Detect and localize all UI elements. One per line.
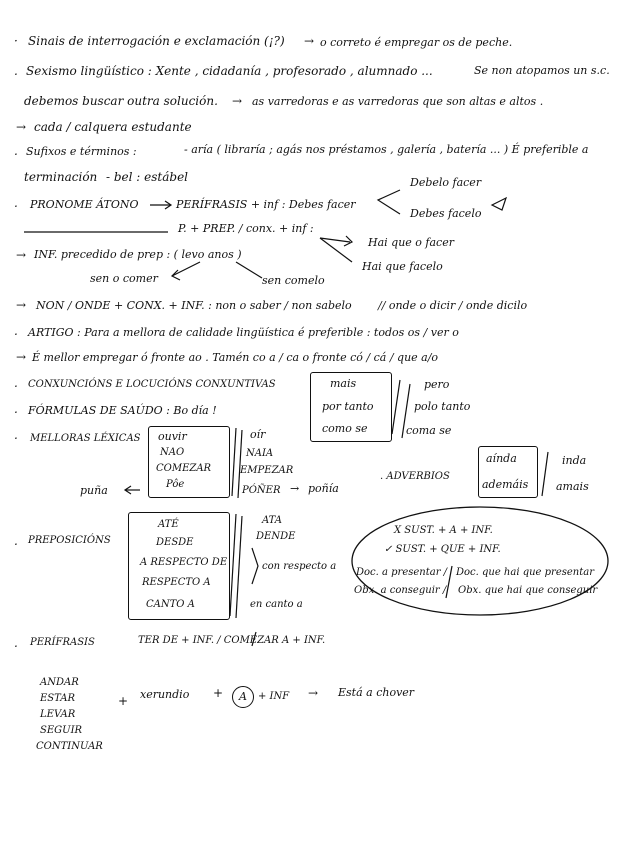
word: ademáis bbox=[482, 478, 529, 491]
bullet: . bbox=[14, 196, 18, 210]
word: oír bbox=[250, 428, 266, 441]
word: coma se bbox=[406, 424, 452, 437]
word: ATÉ bbox=[158, 519, 179, 530]
word: NAIA bbox=[246, 448, 274, 459]
word: poñía bbox=[308, 482, 339, 495]
word: polo tanto bbox=[414, 400, 471, 413]
option: Debes facelo bbox=[410, 207, 482, 220]
note-line: Sufixos e términos : bbox=[26, 145, 137, 158]
word: A RESPECTO DE bbox=[140, 557, 228, 568]
example: Doc. que hai que presentar bbox=[456, 567, 595, 578]
verb: ANDAR bbox=[40, 677, 79, 688]
word: inda bbox=[562, 454, 587, 467]
bullet: . bbox=[14, 428, 18, 442]
arrow: → bbox=[16, 350, 27, 364]
example: Obx. que hai que conseguir bbox=[458, 585, 598, 596]
note-line: Se non atopamos un s.c. bbox=[474, 64, 610, 77]
bullet: . bbox=[14, 376, 18, 390]
note-line: PERÍFRASIS + inf : Debes facer bbox=[176, 198, 356, 211]
example: Está a chover bbox=[338, 686, 415, 699]
arrow: → bbox=[232, 94, 243, 108]
word: PÓÑER bbox=[242, 485, 281, 496]
verb: CONTINUAR bbox=[36, 741, 103, 752]
example: Doc. a presentar / bbox=[356, 567, 448, 578]
note-line: - bel : estábel bbox=[106, 170, 189, 184]
note-line: Sexismo lingüístico : Xente , cidadanía , profesorado , alumnado ... bbox=[26, 64, 433, 78]
word: xerundio bbox=[140, 688, 190, 701]
bullet: . bbox=[14, 324, 18, 338]
arrow: → bbox=[16, 248, 27, 262]
note-line: o correto é empregar os de peche. bbox=[320, 36, 513, 49]
word: pero bbox=[424, 378, 450, 391]
option: Debelo facer bbox=[410, 176, 482, 189]
arrow: → bbox=[16, 298, 27, 312]
note-line: terminación bbox=[24, 170, 98, 184]
arrow: → bbox=[308, 686, 319, 700]
note-line: as varredoras e as varredoras que son altas e altos . bbox=[252, 95, 544, 108]
bullet: . bbox=[14, 64, 18, 78]
example: sen comelo bbox=[262, 274, 325, 287]
word: CANTO A bbox=[146, 599, 195, 610]
word: con respecto a bbox=[262, 561, 337, 572]
section-label: MELLORAS LÉXICAS bbox=[30, 433, 141, 444]
verb: ESTAR bbox=[40, 693, 76, 704]
word: por tanto bbox=[322, 400, 374, 413]
bullet: . bbox=[14, 636, 18, 650]
note-line: FÓRMULAS DE SAÚDO : Bo día ! bbox=[28, 404, 217, 417]
note-line: Sinais de interrogación e exclamación (¡?) bbox=[28, 34, 285, 48]
example: Obx. a conseguir / bbox=[354, 585, 447, 596]
rule: ✓ SUST. + QUE + INF. bbox=[384, 544, 501, 555]
word: COMEZAR bbox=[156, 463, 212, 474]
bullet: . bbox=[14, 402, 18, 416]
note-line: // onde o dicir / onde dicilo bbox=[378, 299, 528, 312]
word: ouvir bbox=[158, 430, 187, 443]
section-label: PRONOME ÁTONO bbox=[30, 198, 139, 211]
note-line: INF. precedido de prep : ( levo anos ) bbox=[34, 248, 242, 261]
circled-a: A bbox=[232, 686, 254, 708]
arrow: → bbox=[290, 482, 300, 495]
plus: + bbox=[213, 686, 224, 700]
word: + INF bbox=[258, 691, 290, 702]
word: en canto a bbox=[250, 599, 303, 610]
section-label: PREPOSICIÓNS bbox=[28, 535, 111, 546]
section-label: PERÍFRASIS bbox=[30, 637, 95, 648]
word: ATA bbox=[262, 515, 283, 526]
example: sen o comer bbox=[90, 272, 158, 285]
word: DENDE bbox=[256, 531, 296, 542]
arrow: → bbox=[304, 34, 315, 48]
note-line: TER DE + INF. / COMEZAR A + INF. bbox=[138, 635, 326, 646]
note-line: É mellor empregar ó fronte ao . Tamén co a / ca o fronte có / cá / que a/o bbox=[32, 351, 439, 364]
word: EMPEZAR bbox=[240, 465, 294, 476]
note-line: cada / calquera estudante bbox=[34, 120, 192, 134]
bullet: . bbox=[14, 144, 18, 158]
verb: LEVAR bbox=[40, 709, 76, 720]
note-line: - aría ( libraría ; agás nos préstamos , galería , batería ... ) É preferible a bbox=[184, 143, 589, 156]
word: aínda bbox=[486, 452, 517, 465]
bullet: · bbox=[14, 34, 18, 48]
word: DESDE bbox=[156, 537, 194, 548]
arrow: → bbox=[16, 120, 27, 134]
word: amais bbox=[556, 480, 589, 493]
bullet: . bbox=[14, 534, 18, 548]
word: como se bbox=[322, 422, 368, 435]
word: Pôe bbox=[166, 479, 185, 490]
word: RESPECTO A bbox=[142, 577, 211, 588]
section-label: CONXUNCIÓNS E LOCUCIÓNS CONXUNTIVAS bbox=[28, 379, 276, 390]
option: Hai que o facer bbox=[368, 236, 454, 249]
word: NAO bbox=[160, 447, 185, 458]
word: mais bbox=[330, 377, 357, 390]
note-line: P. + PREP. / conx. + inf : bbox=[178, 222, 314, 235]
verb: SEGUIR bbox=[40, 725, 83, 736]
section-label: . ADVERBIOS bbox=[380, 471, 450, 482]
note-line: ARTIGO : Para a mellora de calidade lingüística é preferible : todos os / ver o bbox=[28, 326, 459, 339]
note-line: NON / ONDE + CONX. + INF. : non o saber / non sabelo bbox=[36, 299, 352, 312]
word: puña bbox=[80, 484, 108, 497]
rule: X SUST. + A + INF. bbox=[394, 525, 493, 536]
option: Hai que facelo bbox=[362, 260, 443, 273]
plus: + bbox=[118, 694, 129, 708]
note-line: debemos buscar outra solución. bbox=[24, 94, 218, 108]
